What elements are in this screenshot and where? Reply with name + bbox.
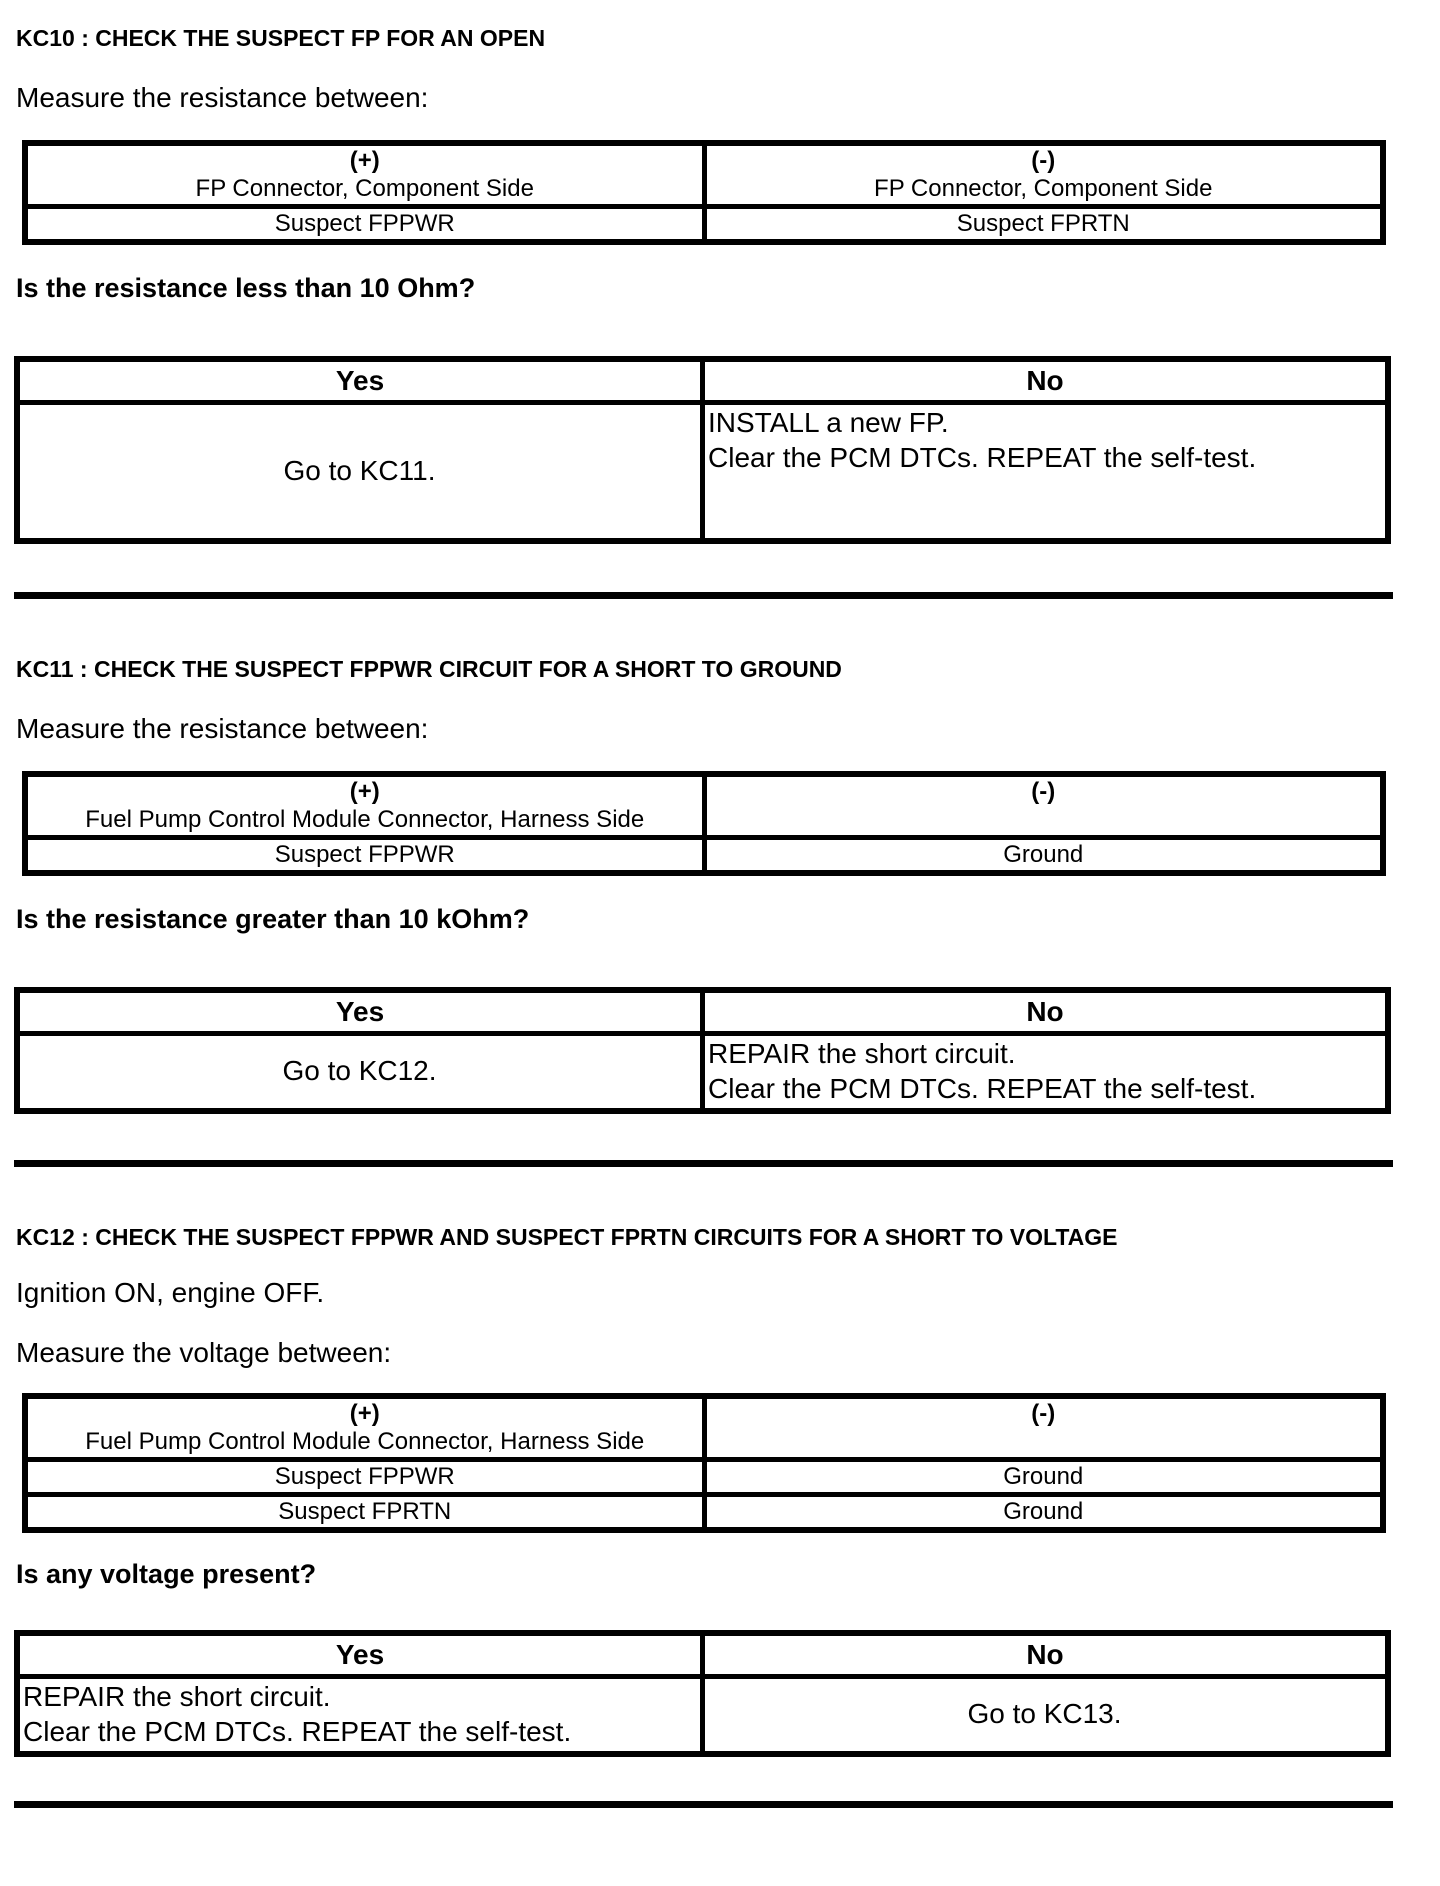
step-heading: KC12 : CHECK THE SUSPECT FPPWR AND SUSPECT FPRTN CIRCUITS FOR A SHORT TO VOLTAGE <box>16 1223 1118 1250</box>
positive-circuit-cell: Suspect FPPWR <box>25 1459 704 1494</box>
positive-lead-header-cell <box>25 774 704 838</box>
yes-no-decision-table <box>14 1630 1391 1757</box>
positive-symbol: (+) <box>349 777 380 805</box>
no-action-line: Clear the PCM DTCs. REPEAT the self-test. <box>708 1072 1257 1104</box>
table-row <box>17 403 1388 541</box>
measurement-points-table <box>22 140 1386 245</box>
negative-symbol: (-) <box>1031 777 1056 805</box>
table-header-row <box>17 1633 1388 1677</box>
instruction-text: Measure the resistance between: <box>16 712 429 744</box>
pinpoint-test-step-kc12 <box>0 1225 1440 1808</box>
yes-header-cell: Yes <box>17 990 703 1034</box>
positive-connector-label: FP Connector, Component Side <box>195 175 534 202</box>
table-header-row <box>25 774 1383 838</box>
step-heading: KC10 : CHECK THE SUSPECT FP FOR AN OPEN <box>16 25 546 51</box>
pinpoint-test-step-kc10 <box>0 26 1440 599</box>
table-header-row <box>25 1396 1383 1460</box>
yes-action-cell <box>17 1676 703 1754</box>
negative-connector-label <box>713 806 1375 834</box>
positive-symbol: (+) <box>349 1399 380 1427</box>
section-divider <box>14 592 1393 599</box>
yes-action-cell: Go to KC12. <box>17 1033 703 1111</box>
yes-action-cell: Go to KC11. <box>17 403 703 541</box>
section-divider <box>14 1160 1393 1167</box>
test-question: Is the resistance greater than 10 kOhm? <box>16 903 530 934</box>
no-header-cell: No <box>703 359 1389 403</box>
precondition-text: Ignition ON, engine OFF. <box>16 1276 325 1308</box>
test-question: Is the resistance less than 10 Ohm? <box>16 273 476 303</box>
table-header-row <box>25 143 1383 207</box>
negative-circuit-cell: Ground <box>704 1494 1383 1530</box>
yes-no-decision-table <box>14 356 1391 544</box>
no-action-cell <box>703 403 1389 541</box>
table-header-row <box>17 990 1388 1034</box>
negative-symbol: (-) <box>1031 1399 1056 1427</box>
measurement-points-table <box>22 771 1386 876</box>
no-action-line: REPAIR the short circuit. <box>708 1037 1016 1069</box>
negative-lead-header-cell <box>704 774 1383 838</box>
yes-no-decision-table <box>14 987 1391 1114</box>
positive-circuit-cell: Suspect FPRTN <box>25 1494 704 1530</box>
negative-circuit-cell: Ground <box>704 1459 1383 1494</box>
positive-lead-header-cell <box>25 143 704 207</box>
measurement-points-table <box>22 1393 1386 1533</box>
yes-action-line: Clear the PCM DTCs. REPEAT the self-test. <box>23 1715 572 1747</box>
yes-action-line: REPAIR the short circuit. <box>23 1680 331 1712</box>
table-row <box>17 1033 1388 1111</box>
positive-connector-label: Fuel Pump Control Module Connector, Harness Side <box>85 805 645 833</box>
positive-symbol: (+) <box>349 147 380 174</box>
section-divider <box>14 1801 1393 1808</box>
table-row <box>25 1494 1383 1530</box>
negative-connector-label <box>713 1428 1375 1456</box>
table-row <box>25 837 1383 873</box>
table-row <box>25 1459 1383 1494</box>
test-question: Is any voltage present? <box>16 1558 317 1589</box>
negative-circuit-cell: Suspect FPRTN <box>704 207 1383 243</box>
no-action-cell <box>703 1033 1389 1111</box>
step-heading: KC11 : CHECK THE SUSPECT FPPWR CIRCUIT FOR A SHORT TO GROUND <box>16 655 842 682</box>
no-header-cell: No <box>703 1633 1389 1677</box>
table-row <box>17 1676 1388 1754</box>
pinpoint-test-step-kc11 <box>0 657 1440 1167</box>
yes-header-cell: Yes <box>17 1633 703 1677</box>
instruction-text: Measure the voltage between: <box>16 1336 392 1368</box>
no-action-line: Clear the PCM DTCs. REPEAT the self-test. <box>708 442 1257 473</box>
negative-symbol: (-) <box>1031 147 1056 174</box>
positive-circuit-cell: Suspect FPPWR <box>25 837 704 873</box>
negative-lead-header-cell <box>704 143 1383 207</box>
instruction-text: Measure the resistance between: <box>16 82 429 113</box>
no-header-cell: No <box>703 990 1389 1034</box>
no-action-cell: Go to KC13. <box>703 1676 1389 1754</box>
negative-connector-label: FP Connector, Component Side <box>874 175 1213 202</box>
positive-lead-header-cell <box>25 1396 704 1460</box>
positive-circuit-cell: Suspect FPPWR <box>25 207 704 243</box>
yes-header-cell: Yes <box>17 359 703 403</box>
positive-connector-label: Fuel Pump Control Module Connector, Harness Side <box>85 1427 645 1455</box>
no-action-line: INSTALL a new FP. <box>708 407 949 438</box>
table-row <box>25 207 1383 243</box>
negative-lead-header-cell <box>704 1396 1383 1460</box>
negative-circuit-cell: Ground <box>704 837 1383 873</box>
table-header-row <box>17 359 1388 403</box>
